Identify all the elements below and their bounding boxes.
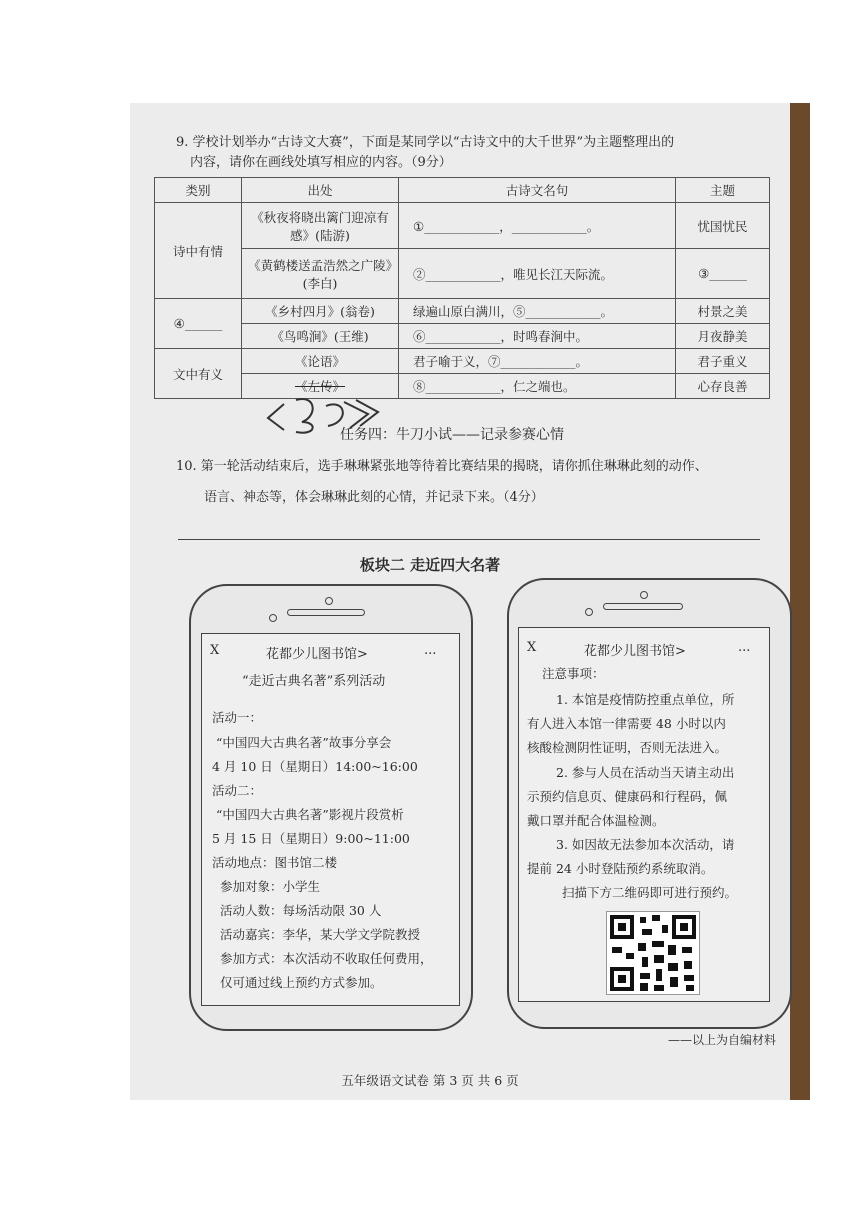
poem-table [154, 177, 770, 399]
qr-code[interactable] [606, 911, 700, 995]
notice-line: 示预约信息页、健康码和行程码，佩 [527, 789, 728, 804]
category-cell: 文中有义 [155, 349, 242, 399]
info-line: 活动二： [212, 783, 263, 798]
info-line: 4 月 10 日（星期日）14:00~16:00 [212, 759, 418, 774]
question-9-line1: 9. 学校计划举办“古诗文大赛”，下面是某同学以“古诗文中的大千世界”为主题整理出的 [176, 135, 675, 150]
notice-line: 1. 本馆是疫情防控重点单位，所 [556, 692, 735, 707]
desk-edge [790, 103, 810, 1100]
verse-cell[interactable]: ②____________，唯见长江天际流。 [399, 249, 676, 299]
question-9-line2: 内容，请你在画线处填写相应的内容。（9分） [190, 155, 452, 170]
theme-cell: 村景之美 [676, 299, 770, 324]
info-line: 参加对象：小学生 [220, 879, 321, 894]
more-icon[interactable]: ... [738, 640, 751, 655]
source-cell: 《左传》 [242, 374, 399, 399]
more-icon[interactable]: ... [424, 643, 437, 658]
close-icon[interactable]: X [210, 643, 220, 658]
info-line: “中国四大古典名著”影视片段赏析 [216, 807, 404, 822]
camera-icon [585, 608, 593, 616]
verse-cell[interactable]: ①____________，____________。 [399, 203, 676, 249]
notice-line: 提前 24 小时登陆预约系统取消。 [527, 861, 714, 876]
theme-cell: 君子重义 [676, 349, 770, 374]
question-10-line2: 语言、神态等，体会琳琳此刻的心情，并记录下来。（4分） [204, 490, 544, 505]
verse-cell[interactable]: 君子喻于义，⑦____________。 [399, 349, 676, 374]
source-note: ——以上为自编材料 [668, 1033, 777, 1047]
task-four-title: 任务四：牛刀小试——记录参赛心情 [340, 427, 564, 443]
header-theme: 主题 [676, 178, 770, 203]
category-cell[interactable]: ④______ [155, 299, 242, 349]
sensor-icon [640, 591, 648, 599]
page-footer: 五年级语文试卷 第 3 页 共 6 页 [341, 1073, 519, 1088]
divider [178, 539, 760, 540]
info-line: 参加方式：本次活动不收取任何费用， [220, 951, 433, 966]
info-line: “中国四大古典名著”故事分享会 [216, 735, 392, 750]
info-line: 5 月 15 日（星期日）9:00~11:00 [212, 831, 410, 846]
sensor-icon [325, 597, 333, 605]
info-line: 活动一： [212, 710, 263, 725]
info-line: 活动地点：图书馆二楼 [212, 855, 338, 870]
notice-line: 戴口罩并配合体温检测。 [527, 813, 665, 828]
category-cell: 诗中有情 [155, 203, 242, 299]
verse-cell[interactable]: ⑥____________，时鸣春涧中。 [399, 324, 676, 349]
theme-cell: 月夜静美 [676, 324, 770, 349]
source-cell: 《论语》 [242, 349, 399, 374]
notice-line: 3. 如因故无法参加本次活动，请 [556, 837, 735, 852]
library-title[interactable]: 花都少儿图书馆> [266, 647, 368, 662]
info-line: 活动嘉宾：李华，某大学文学院教授 [220, 927, 421, 942]
speaker-icon [287, 609, 365, 616]
source-cell: 《黄鹤楼送孟浩然之广陵》(李白) [242, 249, 399, 299]
header-verse: 古诗文名句 [399, 178, 676, 203]
library-title[interactable]: 花都少儿图书馆> [584, 644, 686, 659]
section-title: 板块二 走近四大名著 [359, 556, 501, 574]
notice-heading: 注意事项： [542, 666, 605, 681]
source-cell: 《鸟鸣涧》(王维) [242, 324, 399, 349]
close-icon[interactable]: X [527, 640, 537, 655]
notice-line: 核酸检测阴性证明，否则无法进入。 [527, 740, 728, 755]
theme-cell[interactable]: ③______ [676, 249, 770, 299]
camera-icon [269, 614, 277, 622]
info-line: 活动人数：每场活动限 30 人 [220, 903, 382, 918]
source-cell: 《秋夜将晓出篱门迎凉有感》(陆游) [242, 203, 399, 249]
speaker-icon [603, 603, 683, 610]
header-category: 类别 [155, 178, 242, 203]
source-cell: 《乡村四月》(翁卷) [242, 299, 399, 324]
header-source: 出处 [242, 178, 399, 203]
activity-subtitle: “走近古典名著”系列活动 [242, 674, 386, 689]
notice-line: 扫描下方二维码即可进行预约。 [562, 885, 738, 900]
question-10-line1: 10. 第一轮活动结束后，选手琳琳紧张地等待着比赛结果的揭晓，请你抓住琳琳此刻的动作、 [176, 459, 708, 474]
verse-cell[interactable]: 绿遍山原白满川，⑤____________。 [399, 299, 676, 324]
notice-line: 有人进入本馆一律需要 48 小时以内 [527, 716, 726, 731]
notice-line: 2. 参与人员在活动当天请主动出 [556, 765, 735, 780]
theme-cell: 心存良善 [676, 374, 770, 399]
info-line: 仅可通过线上预约方式参加。 [220, 975, 383, 990]
verse-cell[interactable]: ⑧____________，仁之端也。 [399, 374, 676, 399]
theme-cell: 忧国忧民 [676, 203, 770, 249]
